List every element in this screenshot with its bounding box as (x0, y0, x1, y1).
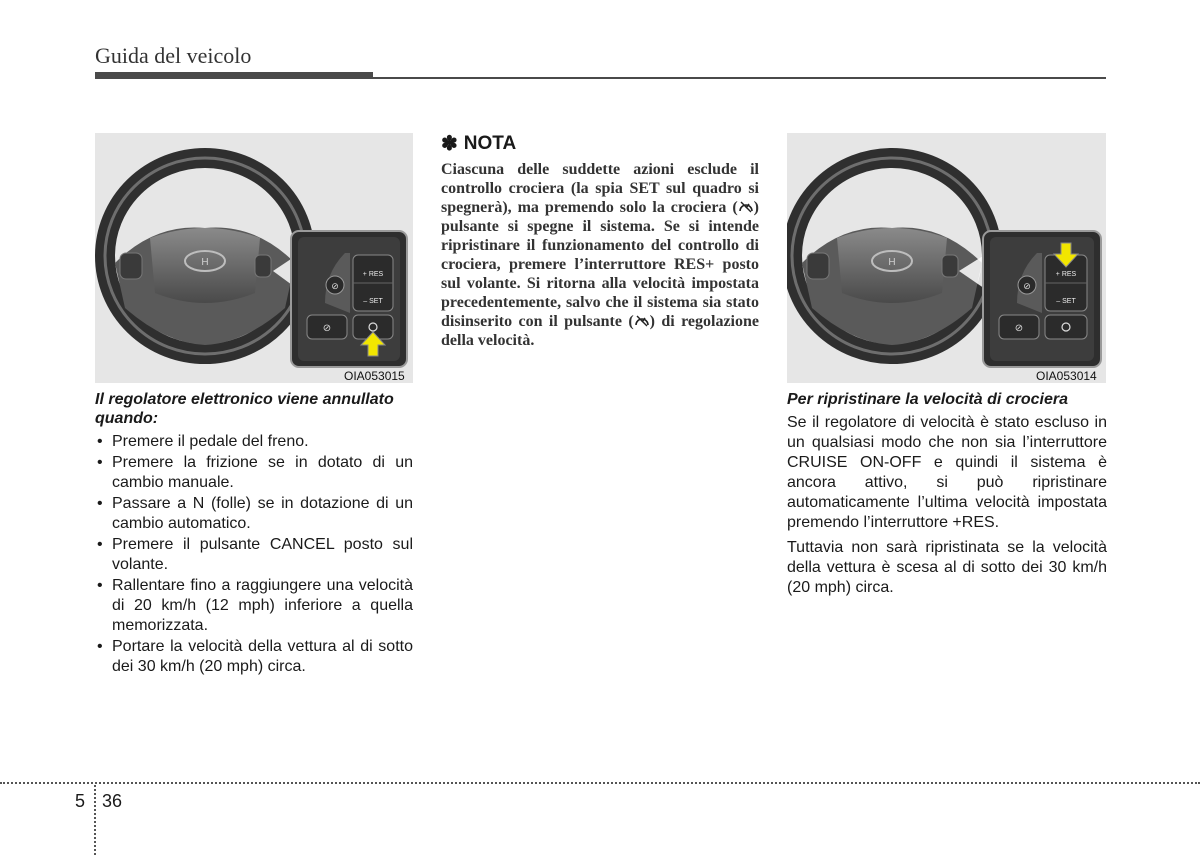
note-star-icon: ✽ (441, 133, 458, 155)
svg-text:⊘: ⊘ (331, 281, 339, 291)
res-button-label: + RES (1055, 271, 1077, 278)
footer-divider (94, 785, 96, 855)
cruise-cancel-icon (634, 314, 650, 328)
footer-rule (0, 782, 1200, 784)
set-button-label: – SET (363, 298, 383, 305)
svg-text:⊘: ⊘ (1023, 281, 1031, 291)
chapter-number: 5 (75, 791, 86, 811)
set-button-label: – SET (1056, 298, 1076, 305)
steering-wheel-illustration (787, 133, 1106, 383)
steering-wheel-illustration (95, 133, 413, 383)
section-heading: Per ripristinare la velocità di crociera (787, 391, 1069, 408)
section-heading: Il regolatore elettronico viene annullato quando: (95, 391, 394, 427)
resume-speed-section (787, 390, 1107, 603)
steering-wheel-figure-cancel (95, 133, 413, 383)
figure-code: OIA053014 (1036, 369, 1097, 383)
steering-wheel-figure-resume (787, 133, 1106, 383)
svg-text:⊘: ⊘ (322, 323, 332, 334)
svg-text:⊘: ⊘ (1014, 323, 1024, 334)
page-title: Guida del veicolo (95, 43, 252, 68)
list-item: • Passare a N (folle) se in dotazione di un cambio automatico. (95, 494, 413, 534)
bullet-list (95, 432, 413, 677)
note-title: NOTA (463, 132, 517, 154)
paragraph: Se il regolatore di velocità è stato escluso in un qualsiasi modo che non sia l’interruttore CRUISE ON-OFF e quindi il sistema è ancora attivo, si può ripristinare automaticamente l’ultima velocità impostata premendo l’interruttore +RES. (787, 414, 1107, 531)
note-heading (441, 131, 759, 156)
note-text: Ciascuna delle suddette azioni esclude il controllo crociera (la spia SET sul quadro si spegnerà), ma premendo solo la crociera ( ) pulsante si spegne il sistema. Se si intende ripristinare il funzionamento del controllo di crociera, premere l’interruttore RES+ posto sul volante. Si ritorna alla velocità impostata precedentemente, salvo che il sistema sia stato disinserito con il pulsante ( ) di regolazione della velocità. (441, 161, 759, 349)
res-button-label: + RES (362, 271, 384, 278)
page-number: 36 (102, 791, 123, 811)
figure-code: OIA053015 (344, 369, 405, 383)
header-rule-thin (373, 77, 1106, 79)
list-item: • Premere la frizione se in dotato di un cambio manuale. (95, 453, 413, 493)
list-item: • Premere il pulsante CANCEL posto sul volante. (95, 535, 413, 575)
list-item: • Premere il pedale del freno. (95, 432, 413, 452)
list-item: • Rallentare fino a raggiungere una velocità di 20 km/h (12 mph) inferiore a quella memorizzata. (95, 576, 413, 636)
list-item: • Portare la velocità della vettura al di sotto dei 30 km/h (20 mph) circa. (95, 637, 413, 677)
cancel-conditions-section (95, 390, 413, 678)
paragraph: Tuttavia non sarà ripristinata se la velocità della vettura è scesa al di sotto dei 30 km/h (20 mph) circa. (787, 539, 1107, 596)
header-rule-thick (95, 72, 373, 79)
svg-text:H: H (888, 257, 896, 268)
cruise-cancel-icon (738, 200, 754, 214)
svg-text:H: H (201, 257, 209, 268)
note-box (441, 131, 759, 350)
